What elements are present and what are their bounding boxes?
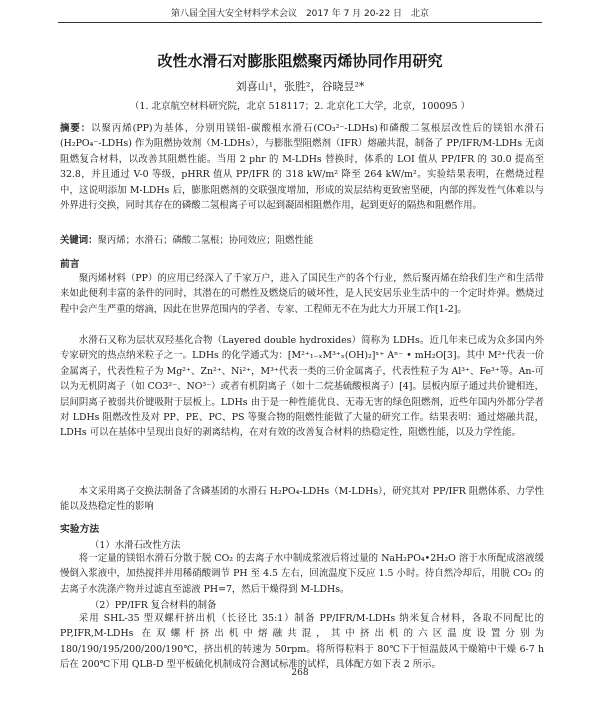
affiliation: （1. 北京航空材料研究院，北京 518117；2. 北京化工大学，北京，100095 ） [129,101,471,112]
subsection-heading-1: （1）水滑石改性方法 [90,540,181,551]
keywords-text: 聚丙烯；水滑石；磷酸二氢根；协同效应；阻燃性能 [97,235,314,246]
keywords [60,233,544,248]
subsection-2-text: 采用 SHL-35 型双螺杆挤出机（长径比 35:1）制备 PP/IFR/M-LDHs 纳米复合材料，各取不同配比的 PP,IFR,M-LDHs 在双螺杆挤出机中熔融共混，其中挤出机的六区温度设置分别为 180/190/195/200/200/190℃，挤出机的转速为 50rpm。将所得粒料于 80℃下于恒温鼓风干燥箱中干燥 6-7 h 后在 200℃下用 QLB-D 型平板硫化机制成符合测试标准的试样，具体配方如下表 2 所示。 [60,613,544,671]
section-heading-intro: 前言 [60,259,80,270]
keywords-label: 关键词： [60,235,98,246]
page-number: 268 [291,668,309,678]
subsection-1-text: 将一定量的镁铝水滑石分散于脱 CO₂ 的去离子水中制成浆液后将过量的 NaH₂PO₄•2H₂O 溶于水所配成溶液缓慢倒入浆液中，加热搅拌并用稀硝酸调节 PH 至 4.5 左右，回流温度下反应 1.5 小时。待自然冷却后，用脱 CO₂ 的去离子水洗涤产物并过滤直至滤液 PH=7，然后干燥得到 M-LDHs。 [60,553,544,595]
intro-paragraph-2: 水滑石又称为层状双羟基化合物（Layered double hydroxides）简称为 LDHs。近几年来已成为众多国内外专家研究的热点纳米粒子之一。LDHs 的化学通式为：[M²⁺₁₋ₓM³⁺ₓ(OH)₂]ˣ⁺ Aⁿ⁻ • mH₂O[3]。其中 M²⁺代表一价金属离子，代表性粒子为 Mg²⁺、Zn²⁺、Ni²⁺，M³⁺代表一类的三价金属离子，代表性粒子为 Al³⁺、Fe³⁺等。An-可以为无机阴离子（如 CO3²⁻、NO³⁻）或者有机阴离子（如十二烷基硫酸根离子）[4]。层板内原子通过共价键相连，层间阴离子被弱共价键吸附于层板上。LDHs 由于是一种性能优良、无毒无害的绿色阻燃剂，近些年国内外都分学者对 LDHs 阻燃改性及对 PP、PE、PC、PS 等聚合物的阻燃性能做了大量的研究工作。结果表明：通过熔融共混，LDHs 可以在基体中呈现出良好的剥离结构，在对有效的改善复合材料的热稳定性，阻燃性能，以及力学性能。 [60,335,544,439]
running-header: 第八届全国大安全材料学术会议 2017 年 7 月 20-22 日 北京 [58,8,542,23]
intro-paragraph-1: 聚丙烯材料（PP）的应用已经深入了千家万户，进入了国民生产的各个行业，然后聚丙烯在给我们生产和生活带来如此便利丰富的条件的同时，其潜在的可燃性及燃烧后的破坏性，是人民安居乐业生活中的一个定时炸弹。燃烧过程中会产生严重的熔滴，因此在世界范围内的学者、专家、工程师无不在为此大力开展工作[1-2]。 [60,273,544,315]
abstract-text: 以聚丙烯(PP)为基体，分别用镁铝-碳酸根水滑石(CO₃²⁻-LDHs)和磷酸二氢根层改性后的镁铝水滑石(H₂PO₄⁻-LDHs) 作为阻燃协效剂（M-LDHs），与膨胀型阻燃剂（IFR）熔融共混，制备了 PP/IFR/M-LDHs 无卤阻燃复合材料，以改善其阻燃性能。当用 2 phr 的 M-LDHs 替换时，体系的 LOI 值从 PP/IFR 的 30.0 提高至 32.8，并且通过 V-0 等级，pHRR 值从 PP/IFR 的 318 kW/m² 降至 264 kW/m²。实验结果表明，在燃烧过程中，这说明添加 M-LDHs 后，膨胀阻燃剂的交联强度增加，形成的炭层结构更致密坚硬，内部的挥发性气体难以与外界进行交换，同时其存在的磷酸二氢根离子可以起到凝固相阻燃作用，起到更好的隔热和阻燃作用。 [60,123,544,212]
intro-paragraph-3: 本文采用离子交换法制备了含磷基团的水滑石 H₂PO₄-LDHs（M-LDHs），研究其对 PP/IFR 阻燃体系、力学性能以及热稳定性的影响 [60,486,544,513]
author-list: 刘喜山¹，张胜²，谷晓昱²* [235,80,365,93]
subsection-heading-2: （2）PP/IFR 复合材料的制备 [90,600,217,611]
abstract-label: 摘要： [60,123,92,134]
abstract [60,121,544,213]
paper-title: 改性水滑石对膨胀阻燃聚丙烯协同作用研究 [157,52,443,70]
section-heading-experiment: 实验方法 [60,524,100,535]
